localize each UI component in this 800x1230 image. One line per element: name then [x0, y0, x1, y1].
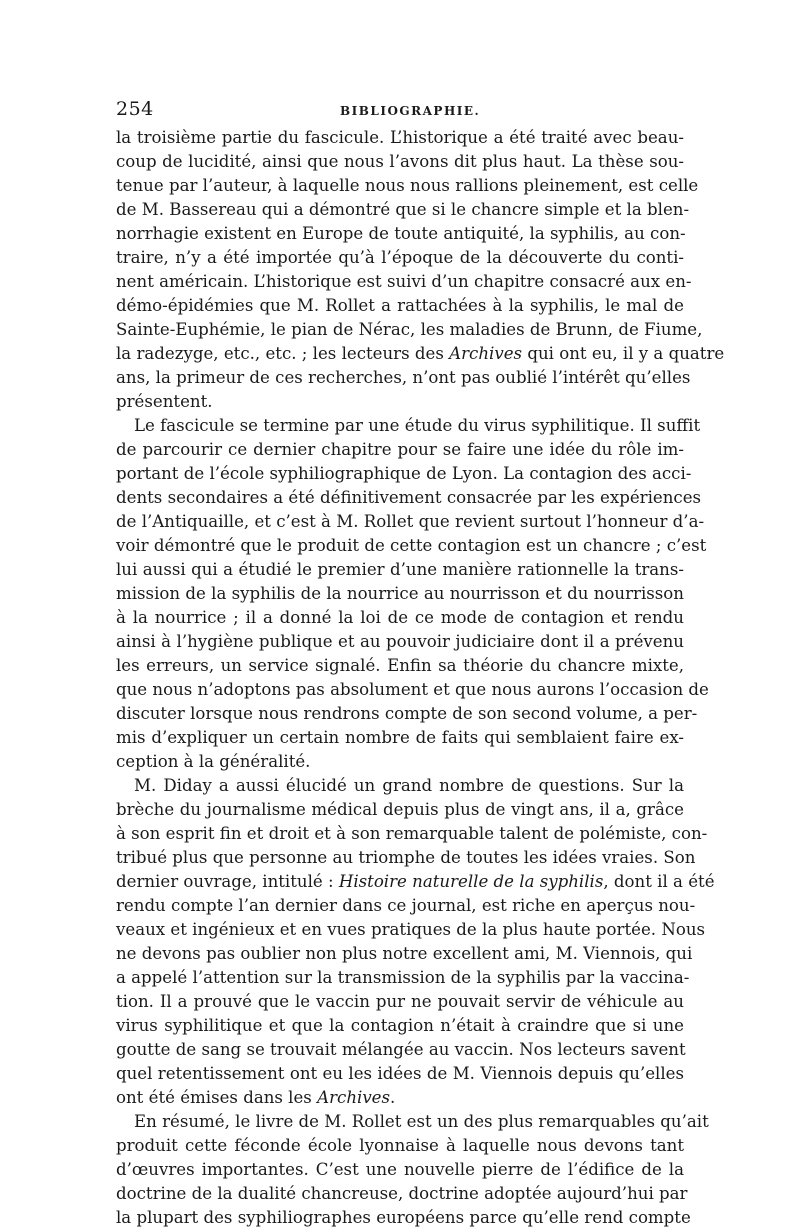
- text-line: que nous n’adoptons pas absolument et que nous aurons l’occasion de: [116, 680, 709, 699]
- paragraph-2: [116, 414, 709, 774]
- text-line: les erreurs, un service signalé. Enfin sa théorie du chancre mixte,: [116, 656, 684, 675]
- text-line: Sainte-Euphémie, le pian de Nérac, les maladies de Brunn, de Fiume,: [116, 320, 703, 339]
- text-line: Le fascicule se termine par une étude du virus syphilitique. Il suffit: [134, 416, 701, 435]
- paragraph-1: [116, 126, 725, 414]
- text-line: ont été émises dans les Archives.: [116, 1088, 396, 1107]
- text-line: traire, n’y a été importée qu’à l’époque de la découverte du conti-: [116, 248, 684, 267]
- text-line: à son esprit fin et droit et à son remarquable talent de polémiste, con-: [116, 824, 708, 843]
- text-line: lui aussi qui a étudié le premier d’une manière rationnelle la trans-: [116, 560, 684, 579]
- text-line: de parcourir ce dernier chapitre pour se faire une idée du rôle im-: [116, 440, 684, 459]
- text-line: norrhagie existent en Europe de toute antiquité, la syphilis, au con-: [116, 224, 686, 243]
- text-line: de M. Bassereau qui a démontré que si le chancre simple et la blen-: [116, 200, 690, 219]
- text-line: mis d’expliquer un certain nombre de faits qui semblaient faire ex-: [116, 728, 684, 747]
- text-line: la troisième partie du fascicule. L’historique a été traité avec beau-: [116, 128, 684, 147]
- text-line: brèche du journalisme médical depuis plus de vingt ans, il a, grâce: [116, 800, 684, 819]
- text-line: présentent.: [116, 392, 213, 411]
- text-line: produit cette féconde école lyonnaise à laquelle nous devons tant: [116, 1136, 684, 1155]
- text-line: tribué plus que personne au triomphe de toutes les idées vraies. Son: [116, 848, 696, 867]
- text-line: tion. Il a prouvé que le vaccin pur ne pouvait servir de véhicule au: [116, 992, 684, 1011]
- text-line: la plupart des syphiliographes européens parce qu’elle rend compte: [116, 1208, 691, 1227]
- text-line: ne devons pas oublier non plus notre excellent ami, M. Viennois, qui: [116, 944, 693, 963]
- text-line: doctrine de la dualité chancreuse, doctrine adoptée aujourd’hui par: [116, 1184, 688, 1203]
- running-head: BIBLIOGRAPHIE.: [340, 104, 481, 118]
- text-line: veaux et ingénieux et en vues pratiques de la plus haute portée. Nous: [116, 920, 706, 939]
- text-line: de l’Antiquaille, et c’est à M. Rollet que revient surtout l’honneur d’a-: [116, 512, 705, 531]
- text-line: mission de la syphilis de la nourrice au nourrisson et du nourrisson: [116, 584, 684, 603]
- text-line: rendu compte l’an dernier dans ce journal, est riche en aperçus nou-: [116, 896, 696, 915]
- page-header: [116, 98, 684, 124]
- text-line: dents secondaires a été définitivement consacrée par les expériences: [116, 488, 702, 507]
- text-line: a appelé l’attention sur la transmission de la syphilis par la vaccina-: [116, 968, 690, 987]
- text-line: En résumé, le livre de M. Rollet est un des plus remarquables qu’ait: [134, 1112, 709, 1131]
- text-line: nent américain. L’historique est suivi d’un chapitre consacré aux en-: [116, 272, 692, 291]
- text-line: ainsi à l’hygiène publique et au pouvoir judiciaire dont il a prévenu: [116, 632, 684, 651]
- text-line: voir démontré que le produit de cette contagion est un chancre ; c’est: [116, 536, 707, 555]
- text-line: ans, la primeur de ces recherches, n’ont pas oublié l’intérêt qu’elles: [116, 368, 691, 387]
- text-line: dernier ouvrage, intitulé : Histoire naturelle de la syphilis, dont il a été: [116, 872, 715, 891]
- text-line: tenue par l’auteur, à laquelle nous nous rallions pleinement, est celle: [116, 176, 699, 195]
- paragraph-4: [116, 1110, 709, 1230]
- text-line: goutte de sang se trouvait mélangée au vaccin. Nos lecteurs savent: [116, 1040, 686, 1059]
- body-text: [116, 126, 725, 1230]
- text-line: virus syphilitique et que la contagion n’était à craindre que si une: [116, 1016, 684, 1035]
- text-line: d’œuvres importantes. C’est une nouvelle pierre de l’édifice de la: [116, 1160, 684, 1179]
- text-line: discuter lorsque nous rendrons compte de son second volume, a per-: [116, 704, 698, 723]
- paragraph-3: [116, 774, 715, 1110]
- text-line: portant de l’école syphiliographique de Lyon. La contagion des acci-: [116, 464, 692, 483]
- text-line: ception à la généralité.: [116, 752, 311, 771]
- text-line: la radezyge, etc., etc. ; les lecteurs des Archives qui ont eu, il y a quatre: [116, 344, 725, 363]
- text-line: M. Diday a aussi élucidé un grand nombre de questions. Sur la: [134, 776, 684, 795]
- page-number: 254: [116, 98, 154, 120]
- text-line: coup de lucidité, ainsi que nous l’avons dit plus haut. La thèse sou-: [116, 152, 684, 171]
- text-line: quel retentissement ont eu les idées de M. Viennois depuis qu’elles: [116, 1064, 684, 1083]
- text-line: démo-épidémies que M. Rollet a rattachées à la syphilis, le mal de: [116, 296, 684, 315]
- text-line: à la nourrice ; il a donné la loi de ce mode de contagion et rendu: [116, 608, 684, 627]
